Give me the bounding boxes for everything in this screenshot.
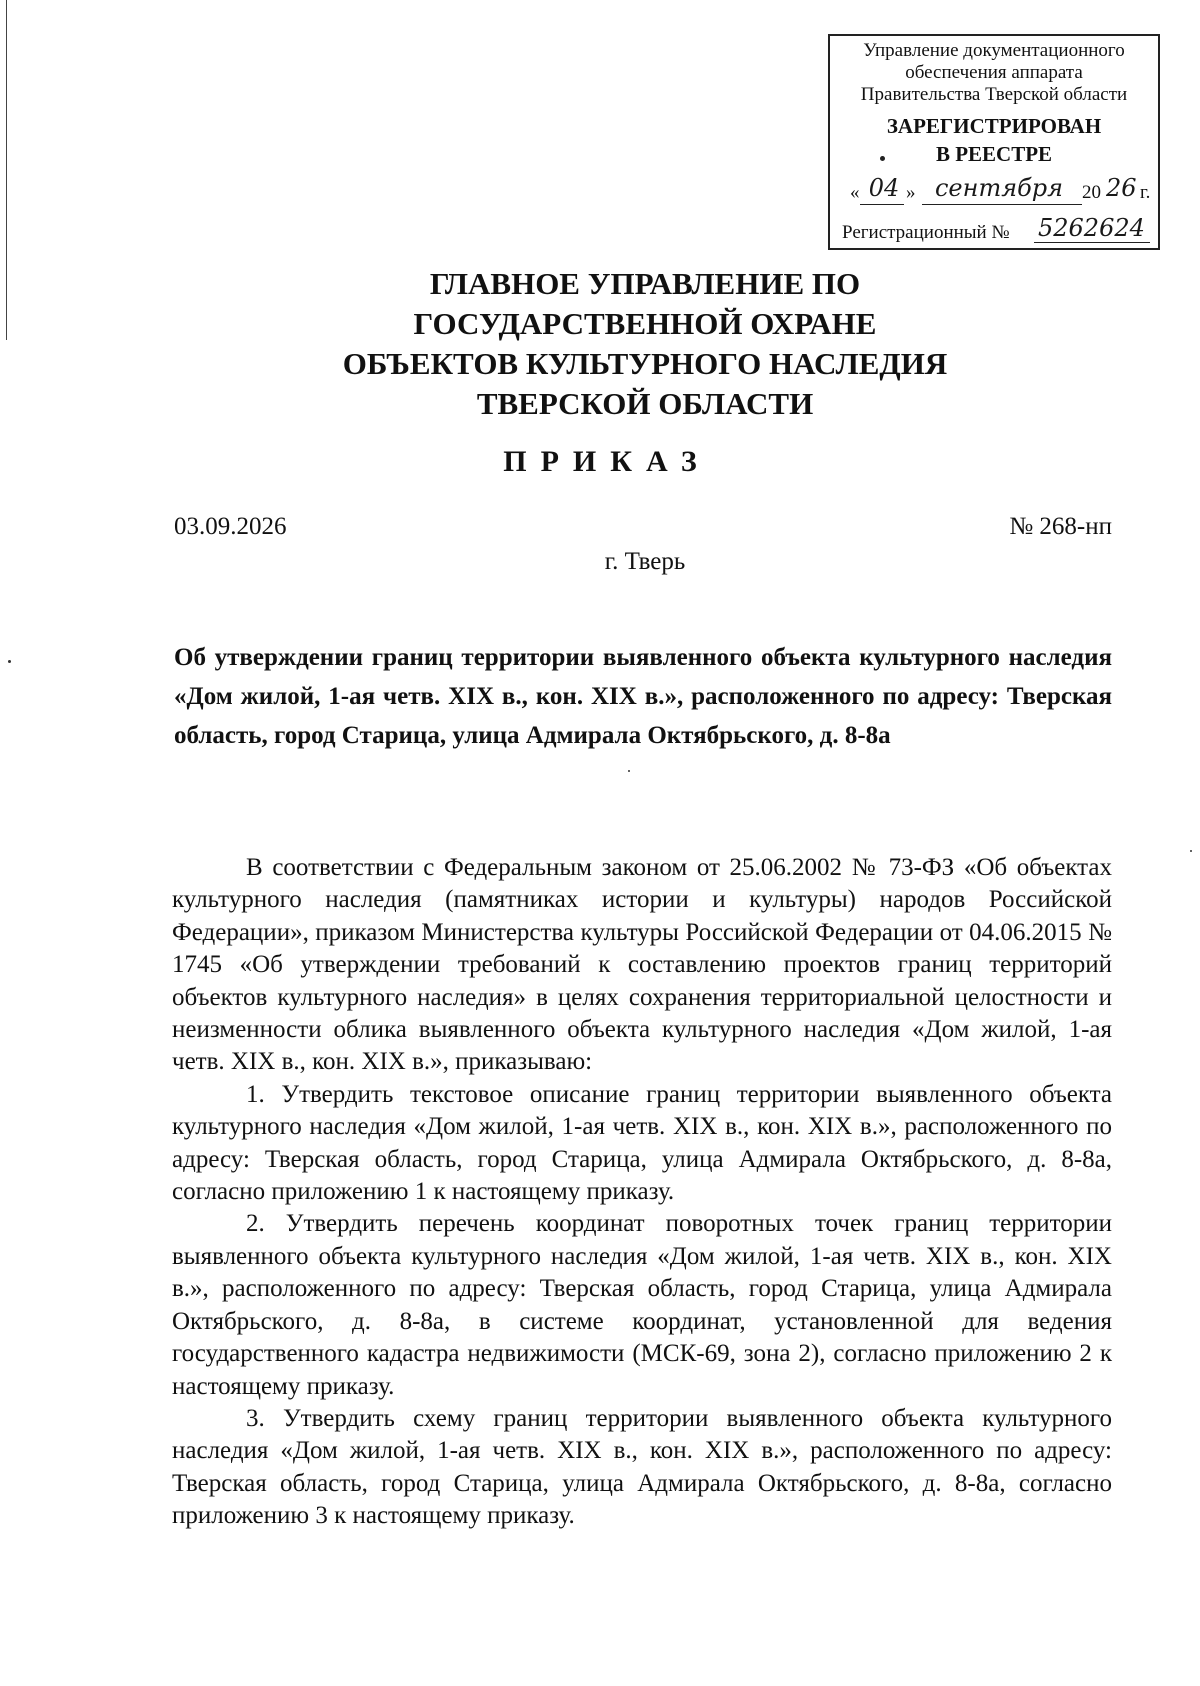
agency-name	[250, 264, 1040, 424]
stamp-org-line: Управление документационного	[863, 40, 1125, 61]
agency-line: ГЛАВНОЕ УПРАВЛЕНИЕ ПО	[429, 266, 861, 301]
agency-line: ТВЕРСКОЙ ОБЛАСТИ	[476, 386, 814, 421]
document-city: г. Тверь	[604, 548, 686, 575]
stamp-year-prefix: 20	[1082, 182, 1101, 203]
stamp-org-line: обеспечения аппарата	[905, 62, 1083, 83]
agency-line: ОБЪЕКТОВ КУЛЬТУРНОГО НАСЛЕДИЯ	[342, 346, 948, 381]
stamp-organization	[830, 40, 1158, 106]
document-date: 03.09.2026	[174, 513, 287, 540]
stamp-number-underline	[1034, 242, 1150, 243]
stamp-dot-mark	[880, 156, 885, 161]
body-item-3: 3. Утвердить схему границ территории выявленного объекта культурного наследия «Дом жилой, 1-ая четв. XIX в., кон. XIX в.», расположенного по адресу: Тверская область, город Старица, улица Адмирала Октябрьского, д. 8-8а, согласно приложению 3 к настоящему приказу.	[172, 1404, 1112, 1530]
stamp-number-label: Регистрационный №	[842, 222, 1010, 243]
document-subject: Об утверждении границ территории выявленного объекта культурного наследия «Дом жилой, 1-ая четв. XIX в., кон. XIX в.», расположенного по адресу: Тверская область, город Старица, улица Адмирала Октябрьского, д. 8-8а	[174, 644, 1112, 749]
stamp-day-handwritten: 04	[868, 174, 900, 202]
scan-edge-line	[6, 0, 7, 340]
scan-speck	[1190, 850, 1192, 852]
stamp-quote-close: »	[906, 182, 916, 203]
body-item-2: 2. Утвердить перечень координат поворотных точек границ территории выявленного объекта культурного наследия «Дом жилой, 1-ая четв. XIX в., кон. XIX в.», расположенного по адресу: Тверская область, город Старица, улица Адмирала Октябрьского, д. 8-8а, в системе координат, установленной для ведения государственного кадастра недвижимости (МСК-69, зона 2), согласно приложению 2 к настоящему приказу.	[172, 1210, 1112, 1400]
stamp-registered-title	[830, 112, 1158, 168]
stamp-month-underline	[922, 204, 1082, 205]
stamp-year-suffix: г.	[1140, 182, 1151, 203]
stamp-quote-open: «	[850, 182, 860, 203]
agency-line: ГОСУДАРСТВЕННОЙ ОХРАНЕ	[413, 306, 877, 341]
document-body	[172, 852, 1112, 1533]
body-preamble: В соответствии с Федеральным законом от 25.06.2002 № 73-ФЗ «Об объектах культурного наследия (памятниках истории и культуры) народов Российской Федерации», приказом Министерства культуры Российской Федерации от 04.06.2015 № 1745 «Об утверждении требований к составлению проектов границ территорий объектов культурного наследия» в целях сохранения территориальной целостности и неизменности облика выявленного объекта культурного наследия «Дом жилой, 1-ая четв. XIX в., кон. XIX в.», приказываю:	[172, 854, 1112, 1076]
stamp-day-underline	[860, 204, 904, 205]
stamp-reg-line: ЗАРЕГИСТРИРОВАН	[886, 114, 1102, 138]
stamp-number-handwritten: 5262624	[1038, 214, 1145, 242]
stamp-month-handwritten: сентября	[934, 174, 1063, 202]
body-item-1: 1. Утвердить текстовое описание границ территории выявленного объекта культурного наследия «Дом жилой, 1-ая четв. XIX в., кон. XIX в.», расположенного по адресу: Тверская область, город Старица, улица Адмирала Октябрьского, д. 8-8а, согласно приложению 1 к настоящему приказу.	[172, 1080, 1112, 1206]
stamp-reg-line: В РЕЕСТРЕ	[935, 142, 1053, 166]
stamp-date-row	[838, 174, 1156, 206]
scan-speck	[628, 770, 630, 772]
document-number: № 268-нп	[1009, 513, 1112, 540]
stamp-org-line: Правительства Тверской области	[860, 84, 1128, 105]
stamp-year-handwritten: 26	[1106, 174, 1137, 202]
registration-stamp	[828, 34, 1160, 250]
stamp-number-row	[838, 216, 1156, 246]
scan-speck	[8, 660, 11, 663]
document-type-title: ПРИКАЗ	[503, 445, 711, 478]
